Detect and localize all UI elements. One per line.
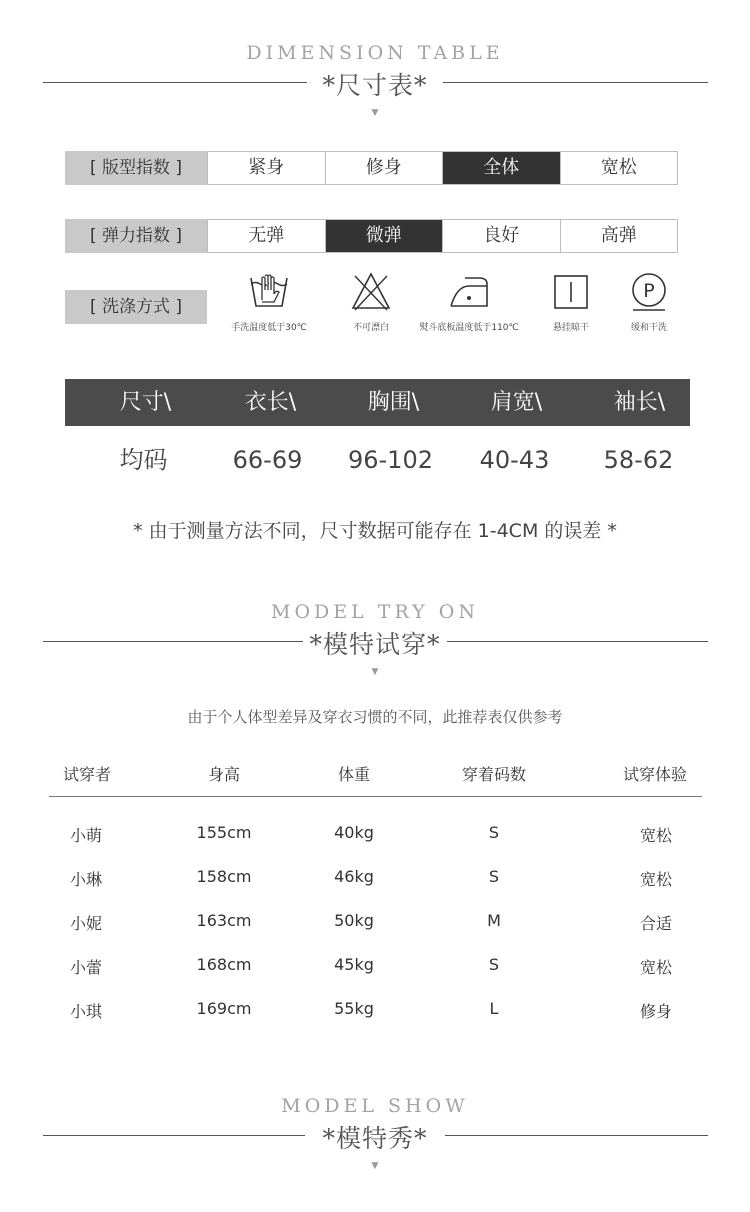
wash-caption: 熨斗底板温度低于110℃ [419, 323, 519, 333]
model-height: 158cm [196, 867, 252, 886]
wash-caption: 手洗温度低于30℃ [231, 323, 307, 333]
model-weight: 55kg [334, 999, 374, 1018]
model-size: L [489, 999, 499, 1018]
model-fit: 宽松 [639, 870, 672, 889]
model-weight: 46kg [334, 867, 374, 886]
size-value: 96-102 [347, 446, 433, 474]
fit-option: 紧身 [248, 157, 285, 178]
wash-label: [ 洗涤方式 ] [65, 290, 207, 324]
model-fit: 宽松 [639, 826, 672, 845]
model-height: 155cm [196, 823, 252, 842]
dry-clean-p-icon [627, 270, 671, 314]
size-value: 均码 [119, 446, 168, 474]
fit-option: 宽松 [560, 152, 678, 184]
size-header-cell: 袖长\ [613, 390, 666, 415]
model-height: 169cm [196, 999, 252, 1018]
model-weight: 40kg [334, 823, 374, 842]
dimension-title-cn: *尺寸表* [322, 71, 428, 100]
model-table-divider [49, 796, 702, 797]
wash-item [316, 270, 426, 333]
fit-option: 修身 [325, 152, 443, 184]
model-height: 163cm [196, 911, 252, 930]
model-fit: 宽松 [639, 958, 672, 977]
fit-option-selected: 全体 [442, 152, 560, 184]
size-header-cell: 尺寸\ [119, 390, 172, 415]
size-value: 66-69 [232, 446, 303, 474]
elastic-index-options [207, 219, 678, 253]
wash-caption: 不可漂白 [352, 323, 389, 333]
svg-text:P: P [643, 280, 655, 302]
model-header-cell: 试穿者 [62, 765, 111, 784]
model-size: S [488, 867, 500, 886]
model-header-cell: 试穿体验 [622, 765, 687, 784]
fit-index-options [207, 151, 678, 185]
size-value: 40-43 [479, 446, 550, 474]
elastic-index-label: [ 弹力指数 ] [65, 219, 207, 253]
hand-wash-icon [247, 270, 291, 314]
size-header-cell: 衣长\ [244, 390, 297, 415]
model-name: 小妮 [69, 914, 102, 933]
show-title-en: MODEL SHOW [281, 1095, 469, 1117]
hang-dry-icon [549, 270, 593, 314]
elastic-option: 无弹 [248, 225, 285, 246]
iron-icon [447, 270, 491, 314]
size-table-header [65, 379, 690, 426]
caret-down-icon: ▼ [371, 667, 379, 677]
model-size: M [487, 911, 501, 930]
elastic-option-selected: 微弹 [325, 220, 443, 252]
elastic-option: 良好 [442, 220, 560, 252]
model-intro: 由于个人体型差异及穿衣习惯的不同，此推荐表仅供参考 [187, 708, 563, 726]
model-size: S [488, 823, 500, 842]
model-title-en: MODEL TRY ON [271, 601, 479, 623]
model-name: 小琳 [69, 870, 102, 889]
wash-item [414, 270, 524, 333]
wash-item [594, 270, 704, 333]
model-weight: 50kg [334, 911, 374, 930]
wash-item [214, 270, 324, 333]
size-value: 58-62 [603, 446, 674, 474]
caret-down-icon: ▼ [371, 108, 379, 118]
size-note: * 由于测量方法不同，尺寸数据可能存在 1-4CM 的误差 * [133, 520, 617, 542]
model-header-cell: 体重 [337, 765, 370, 784]
size-header-cell: 胸围\ [367, 390, 420, 415]
model-fit: 修身 [639, 1002, 672, 1021]
caret-down-icon: ▼ [371, 1161, 379, 1171]
model-name: 小琪 [69, 1002, 102, 1021]
model-weight: 45kg [334, 955, 374, 974]
model-name: 小萌 [69, 826, 102, 845]
model-height: 168cm [196, 955, 252, 974]
show-title-cn: *模特秀* [322, 1124, 428, 1153]
fit-index-label: [ 版型指数 ] [65, 151, 207, 185]
wash-caption: 缓和干洗 [630, 323, 667, 333]
model-header-cell: 穿着码数 [461, 765, 526, 784]
model-fit: 合适 [639, 914, 672, 933]
model-title-cn: *模特试穿* [309, 630, 441, 659]
wash-caption: 悬挂晾干 [552, 323, 589, 333]
model-header-cell: 身高 [207, 765, 240, 784]
size-header-cell: 肩宽\ [490, 390, 543, 415]
no-bleach-icon [349, 270, 393, 314]
model-size: S [488, 955, 500, 974]
dimension-title-en: DIMENSION TABLE [246, 42, 504, 64]
model-name: 小蕾 [69, 958, 102, 977]
elastic-option: 高弹 [560, 220, 678, 252]
